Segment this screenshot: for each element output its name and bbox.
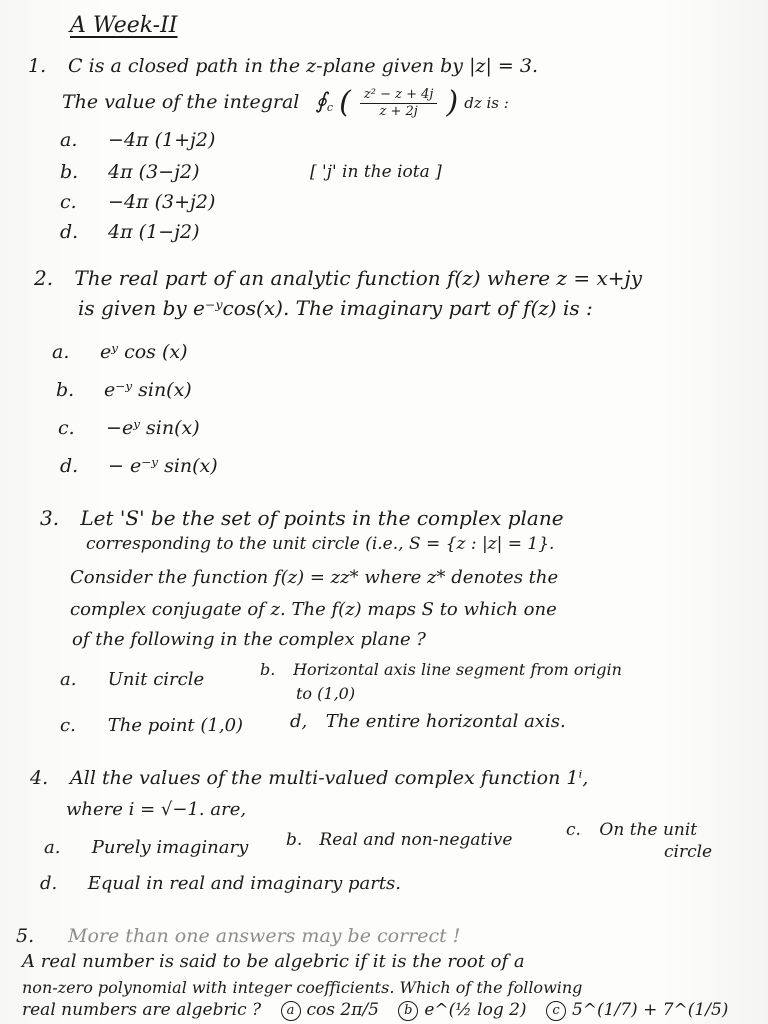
q3-option-a — [60, 668, 204, 692]
q5-text3: real numbers are algebric ? — [22, 1000, 262, 1020]
q4-number: 4. — [30, 767, 49, 789]
q5-option-a-text: cos 2π/5 — [306, 1000, 379, 1020]
q4-option-c-line2: circle — [664, 842, 713, 862]
q1-integrand-fraction — [360, 87, 438, 120]
q3-option-d — [290, 710, 566, 734]
q3-line4: complex conjugate of z. The f(z) maps S to which one — [70, 599, 557, 620]
q1-line1 — [28, 54, 538, 78]
q1-close-paren: ) — [446, 85, 459, 120]
q3-line5: of the following in the complex plane ? — [72, 629, 426, 650]
q3-option-c-text: The point (1,0) — [107, 715, 244, 736]
q4-option-c-label: c. — [566, 820, 581, 840]
q1-option-a-label: a. — [60, 129, 78, 151]
q2-option-d-text: − e⁻ʸ sin(x) — [108, 455, 218, 477]
q2-option-d — [60, 454, 218, 478]
q1-option-b-text: 4π (3−j2) — [108, 161, 200, 183]
q3-option-a-text: Unit circle — [107, 669, 205, 690]
q3-option-b-label: b. — [260, 660, 276, 679]
q4-option-b-text: Real and non-negative — [319, 830, 513, 850]
q4-option-a-text: Purely imaginary — [91, 837, 249, 858]
q5-option-a-label: a — [281, 1001, 301, 1021]
q1-note: [ 'j' in the iota ] — [310, 162, 442, 182]
q1-option-d — [60, 220, 199, 244]
q4-option-b-label: b. — [286, 830, 303, 850]
q2-option-a-text: eʸ cos (x) — [100, 341, 188, 363]
q5-line2: non-zero polynomial with integer coefficients. Which of the following — [22, 978, 583, 997]
q3-line2: corresponding to the unit circle (i.e., S = {z : |z| = 1}. — [86, 534, 555, 554]
q1-option-d-label: d. — [60, 221, 79, 243]
q2-line1 — [34, 266, 642, 290]
q5-note: More than one answers may be correct ! — [68, 925, 461, 947]
q2-option-a-label: a. — [52, 341, 70, 363]
q4-option-c-text: On the unit — [599, 820, 698, 840]
q5-option-b-label: b — [398, 1001, 418, 1021]
q2-option-b-label: b. — [56, 379, 75, 401]
q4-text1: All the values of the multi-valued complex function 1ⁱ, — [70, 767, 589, 789]
q2-option-c-text: −eʸ sin(x) — [106, 417, 200, 439]
q1-text2-prefix: The value of the integral — [62, 91, 300, 113]
q3-number: 3. — [40, 506, 60, 530]
q3-option-b — [260, 658, 622, 682]
q5-line0 — [16, 924, 460, 948]
q5-option-c — [546, 1000, 728, 1020]
q2-text1: The real part of an analytic function f(z) where z = x+jy — [74, 266, 643, 290]
q1-integral-sub: c — [326, 101, 334, 114]
q1-denominator: z + 2j — [379, 103, 418, 119]
q2-option-a — [52, 340, 188, 364]
q1-option-b — [60, 160, 199, 184]
q1-integral-symbol: ∮ — [315, 89, 327, 114]
q1-text2-suffix: dz is : — [464, 94, 509, 112]
q1-option-c-label: c. — [60, 191, 77, 213]
q5-number: 5. — [16, 925, 35, 947]
q1-option-a-text: −4π (1+j2) — [108, 129, 216, 151]
q1-line2 — [62, 84, 509, 126]
q5-line3 — [22, 998, 728, 1022]
q2-line2: is given by e⁻ʸcos(x). The imaginary part of f(z) is : — [78, 296, 593, 320]
q3-option-c-label: c. — [60, 715, 76, 736]
q1-numerator: z² − z + 4j — [360, 87, 438, 104]
q1-option-c-text: −4π (3+j2) — [108, 191, 216, 213]
q3-option-c — [60, 714, 243, 738]
q1-option-d-text: 4π (1−j2) — [108, 221, 200, 243]
q2-number: 2. — [34, 266, 54, 290]
q4-option-d-text: Equal in real and imaginary parts. — [87, 873, 402, 894]
q4-option-a-label: a. — [44, 837, 61, 858]
q2-option-c-label: c. — [58, 417, 75, 439]
q3-option-a-label: a. — [60, 669, 77, 690]
q1-option-c — [60, 190, 215, 214]
q1-number: 1. — [28, 55, 47, 77]
q4-option-d — [40, 872, 401, 896]
q5-line1: A real number is said to be algebric if it is the root of a — [22, 951, 525, 972]
q4-line2: where i = √−1. are, — [66, 799, 247, 820]
q5-option-a — [281, 1000, 385, 1020]
q3-option-b-text: Horizontal axis line segment from origin — [293, 660, 622, 679]
q3-line3: Consider the function f(z) = zz* where z* denotes the — [70, 567, 559, 588]
q5-option-b — [398, 1000, 532, 1020]
q3-line1 — [40, 506, 564, 530]
q3-option-b-line2: to (1,0) — [296, 684, 356, 703]
q3-text1: Let 'S' be the set of points in the complex plane — [80, 506, 564, 530]
q4-line1 — [30, 766, 588, 790]
q3-option-d-text: The entire horizontal axis. — [325, 711, 566, 732]
q2-option-d-label: d. — [60, 455, 79, 477]
q1-option-a — [60, 128, 215, 152]
q1-text1: C is a closed path in the z-plane given by |z| = 3. — [68, 55, 539, 77]
q1-option-b-label: b. — [60, 161, 79, 183]
q4-option-a — [44, 836, 248, 860]
q4-option-c — [566, 818, 697, 842]
q2-option-b-text: e⁻ʸ sin(x) — [104, 379, 192, 401]
q5-option-b-text: e^(½ log 2) — [424, 1000, 527, 1020]
q5-option-c-text: 5^(1/7) + 7^(1/5) — [571, 1000, 729, 1020]
page-title: A Week-II — [70, 13, 178, 38]
q4-option-d-label: d. — [40, 873, 58, 894]
q5-option-c-label: c — [546, 1001, 566, 1021]
q2-option-c — [58, 416, 200, 440]
q1-open-paren: ( — [339, 85, 351, 120]
q2-option-b — [56, 378, 192, 402]
q4-option-b — [286, 828, 512, 852]
q3-option-d-label: d, — [290, 711, 308, 732]
